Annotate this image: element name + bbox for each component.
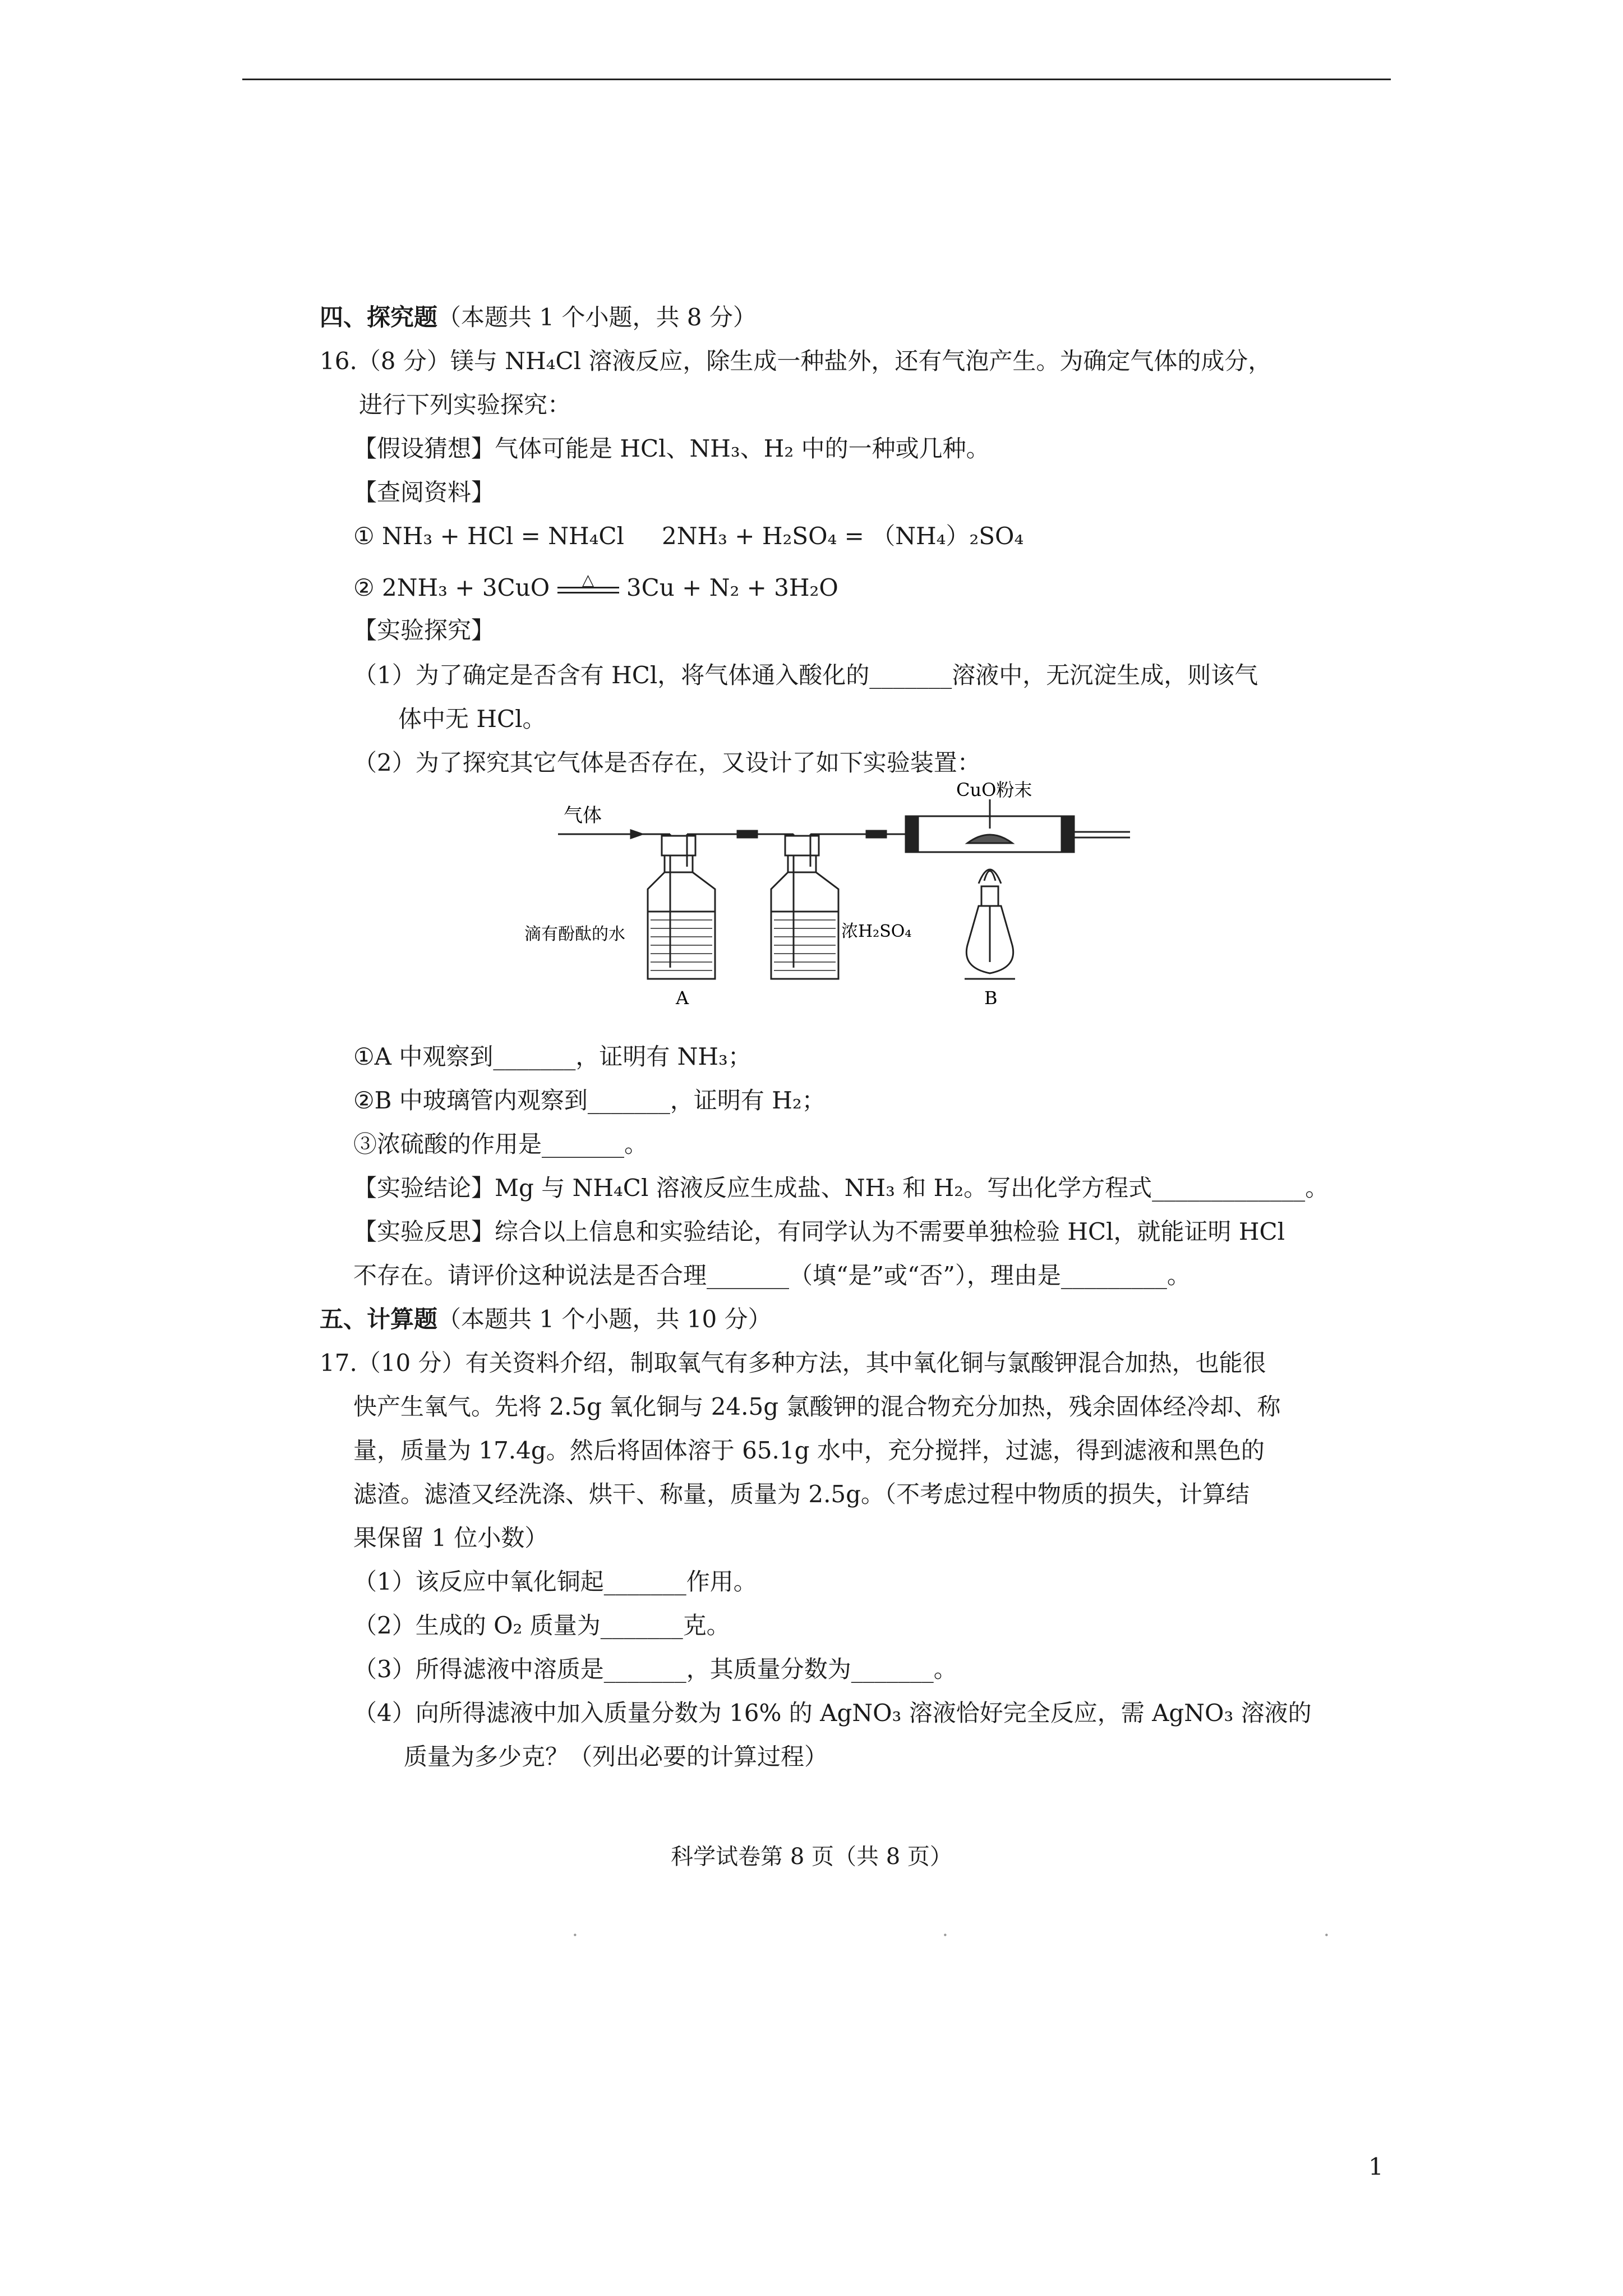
- q16-equation-2: [353, 572, 838, 604]
- q16-explore-title: 【实验探究】: [353, 616, 495, 644]
- section4-heading: 四、探究题: [320, 303, 438, 331]
- bottle-acid-stopper: [785, 836, 819, 855]
- bottle-a-stopper: [662, 836, 695, 855]
- q16-reflect-line2: 不存在。请评价这种说法是否合理_______（填“是”或“否”），理由是_________。: [353, 1262, 1191, 1289]
- scan-speck: ·: [1324, 1924, 1330, 1947]
- q17-line5: 果保留 1 位小数）: [353, 1524, 548, 1552]
- q16-line1: 16.（8 分）镁与 NH₄Cl 溶液反应，除生成一种盐外，还有气泡产生。为确定气体的成分，: [320, 347, 1272, 375]
- scan-speck: ·: [572, 1924, 578, 1947]
- page-footer: 科学试卷第 8 页（共 8 页）: [671, 1844, 952, 1870]
- q16-sub1: ①A 中观察到_______，证明有 NH₃；: [353, 1043, 751, 1070]
- heat-symbol: △: [582, 570, 594, 589]
- acid-label: 浓H₂SO₄: [841, 922, 912, 941]
- q16-hypothesis: 【假设猜想】气体可能是 HCl、NH₃、H₂ 中的一种或几种。: [353, 435, 990, 462]
- q16-equation-1a: ① NH₃ + HCl = NH₄Cl: [353, 522, 624, 550]
- q17-sub4-line2: 质量为多少克？（列出必要的计算过程）: [404, 1743, 828, 1770]
- q17-line1: 17.（10 分）有关资料介绍，制取氧气有多种方法，其中氧化铜与氯酸钾混合加热，也能很: [320, 1349, 1266, 1377]
- section4-note: （本题共 1 个小题，共 8 分）: [437, 303, 757, 331]
- eq2-right: 3Cu + N₂ + 3H₂O: [626, 574, 838, 601]
- scan-speck: ·: [942, 1924, 948, 1947]
- eq2-left: ② 2NH₃ + 3CuO: [353, 574, 550, 601]
- q17-line3: 量，质量为 17.4g。然后将固体溶于 65.1g 水中，充分搅拌，过滤，得到滤液和黑色的: [353, 1437, 1265, 1464]
- q17-sub2: （2）生成的 O₂ 质量为_______克。: [353, 1612, 730, 1639]
- q17-line4: 滤渣。滤渣又经洗涤、烘干、称量，质量为 2.5g。（不考虑过程中物质的损失，计算结: [353, 1480, 1250, 1508]
- q16-sub3: ③浓硫酸的作用是_______。: [353, 1130, 648, 1158]
- q16-part1-line1: （1）为了确定是否含有 HCl，将气体通入酸化的_______溶液中，无沉淀生成，则该气: [353, 661, 1258, 689]
- section5-heading: 五、计算题: [320, 1305, 438, 1333]
- q16-reflect-line1: 【实验反思】综合以上信息和实验结论，有同学认为不需要单独检验 HCl，就能证明 HCl: [353, 1218, 1285, 1245]
- experiment-apparatus: [524, 777, 1136, 1013]
- bottle-acid: [771, 872, 838, 979]
- q16-equation-1b: 2NH₃ + H₂SO₄ = （NH₄）₂SO₄: [662, 522, 1024, 550]
- q16-sub2: ②B 中玻璃管内观察到_______，证明有 H₂；: [353, 1087, 826, 1114]
- section4-title: [320, 302, 757, 333]
- section5-title: [320, 1304, 772, 1335]
- label-a: A: [676, 987, 689, 1009]
- page-number: 1: [1368, 2153, 1384, 2180]
- gas-arrow-head: [631, 830, 642, 838]
- q16-reference-title: 【查阅资料】: [353, 478, 495, 506]
- header-rule: [242, 79, 1391, 80]
- cuo-powder: [967, 835, 1012, 843]
- water-label: 滴有酚酞的水: [524, 924, 625, 944]
- gas-label: 气体: [564, 804, 602, 827]
- eq2-arrow: [557, 570, 619, 593]
- cuo-label: CuO粉末: [956, 779, 1032, 800]
- bottle-a: [648, 872, 715, 979]
- section5-note: （本题共 1 个小题，共 10 分）: [437, 1305, 772, 1333]
- q17-line2: 快产生氧气。先将 2.5g 氧化铜与 24.5g 氯酸钾的混合物充分加热，残余固体经冷却、称: [353, 1393, 1281, 1420]
- q17-sub3: （3）所得滤液中溶质是_______，其质量分数为_______。: [353, 1655, 957, 1683]
- label-b: B: [984, 987, 998, 1009]
- q17-sub1: （1）该反应中氧化铜起_______作用。: [353, 1568, 757, 1595]
- q16-part1-line2: 体中无 HCl。: [398, 705, 546, 733]
- q17-sub4-line1: （4）向所得滤液中加入质量分数为 16% 的 AgNO₃ 溶液恰好完全反应，需 AgNO₃ 溶液的: [353, 1699, 1312, 1727]
- q16-conclusion: 【实验结论】Mg 与 NH₄Cl 溶液反应生成盐、NH₃ 和 H₂。写出化学方程式_____________。: [353, 1174, 1329, 1202]
- q16-line2: 进行下列实验探究：: [359, 391, 571, 418]
- q16-part2-line1: （2）为了探究其它气体是否存在，又设计了如下实验装置：: [353, 749, 981, 776]
